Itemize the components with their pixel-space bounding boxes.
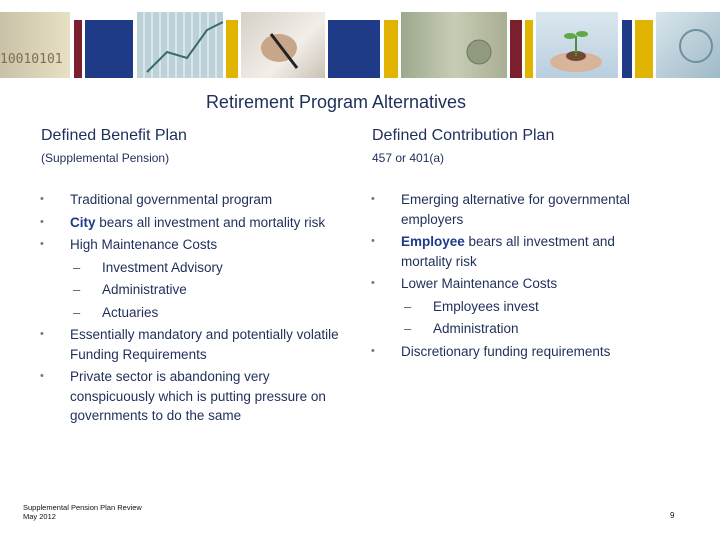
list-item: • Private sector is abandoning very conspicuously which is putting pressure on governments to do the same xyxy=(40,367,340,426)
defined-benefit-heading: Defined Benefit Plan xyxy=(41,127,187,144)
list-item: • Traditional governmental program xyxy=(40,190,340,210)
header-banner xyxy=(0,0,720,84)
sub-list xyxy=(401,297,661,339)
defined-benefit-subheading: (Supplemental Pension) xyxy=(41,151,170,165)
navy-block xyxy=(85,20,133,78)
technology-photo xyxy=(656,12,720,78)
defined-contribution-subheading: 457 or 401(a) xyxy=(372,151,445,165)
footer-line-1: Supplemental Pension Plan Review xyxy=(23,503,142,512)
gold-block-4 xyxy=(635,20,653,78)
footer-line-2: May 2012 xyxy=(23,512,56,521)
navy-block-3 xyxy=(622,20,632,78)
maroon-block xyxy=(74,20,82,78)
sub-list-item: – Investment Advisory xyxy=(70,258,340,278)
sub-list-item: – Administration xyxy=(401,319,661,339)
list-item: • Emerging alternative for governmental employers xyxy=(371,190,661,229)
list-item: • Lower Maintenance Costs – Employees invest – Administration xyxy=(371,274,661,339)
defined-contribution-list xyxy=(371,190,661,364)
sub-list xyxy=(70,258,340,323)
defined-contribution-heading: Defined Contribution Plan xyxy=(372,127,555,144)
grid-chart-photo xyxy=(137,12,223,78)
list-item: • Essentially mandatory and potentially volatile Funding Requirements xyxy=(40,325,340,364)
sub-list-item: – Administrative xyxy=(70,280,340,300)
list-item: • Discretionary funding requirements xyxy=(371,342,661,362)
slide-title: Retirement Program Alternatives xyxy=(205,92,467,112)
list-item: • High Maintenance Costs – Investment Advisory – Administrative – Actuaries xyxy=(40,235,340,322)
footer xyxy=(23,503,142,521)
digits-text: 10010101 xyxy=(0,52,63,67)
maroon-block-2 xyxy=(510,20,522,78)
page-number: 9 xyxy=(670,511,675,520)
gold-block-1 xyxy=(226,20,238,78)
hand-writing-photo xyxy=(241,12,325,78)
plant-hands-photo xyxy=(536,12,618,78)
gold-block-2 xyxy=(384,20,398,78)
navy-block-2 xyxy=(328,20,380,78)
binary-digits-photo xyxy=(0,12,70,78)
money-photo xyxy=(401,12,507,78)
list-item: • City bears all investment and mortality risk xyxy=(40,213,340,233)
gold-block-3 xyxy=(525,20,533,78)
sub-list-item: – Actuaries xyxy=(70,303,340,323)
list-item: • Employee bears all investment and mortality risk xyxy=(371,232,661,271)
defined-benefit-list xyxy=(40,190,340,429)
sub-list-item: – Employees invest xyxy=(401,297,661,317)
